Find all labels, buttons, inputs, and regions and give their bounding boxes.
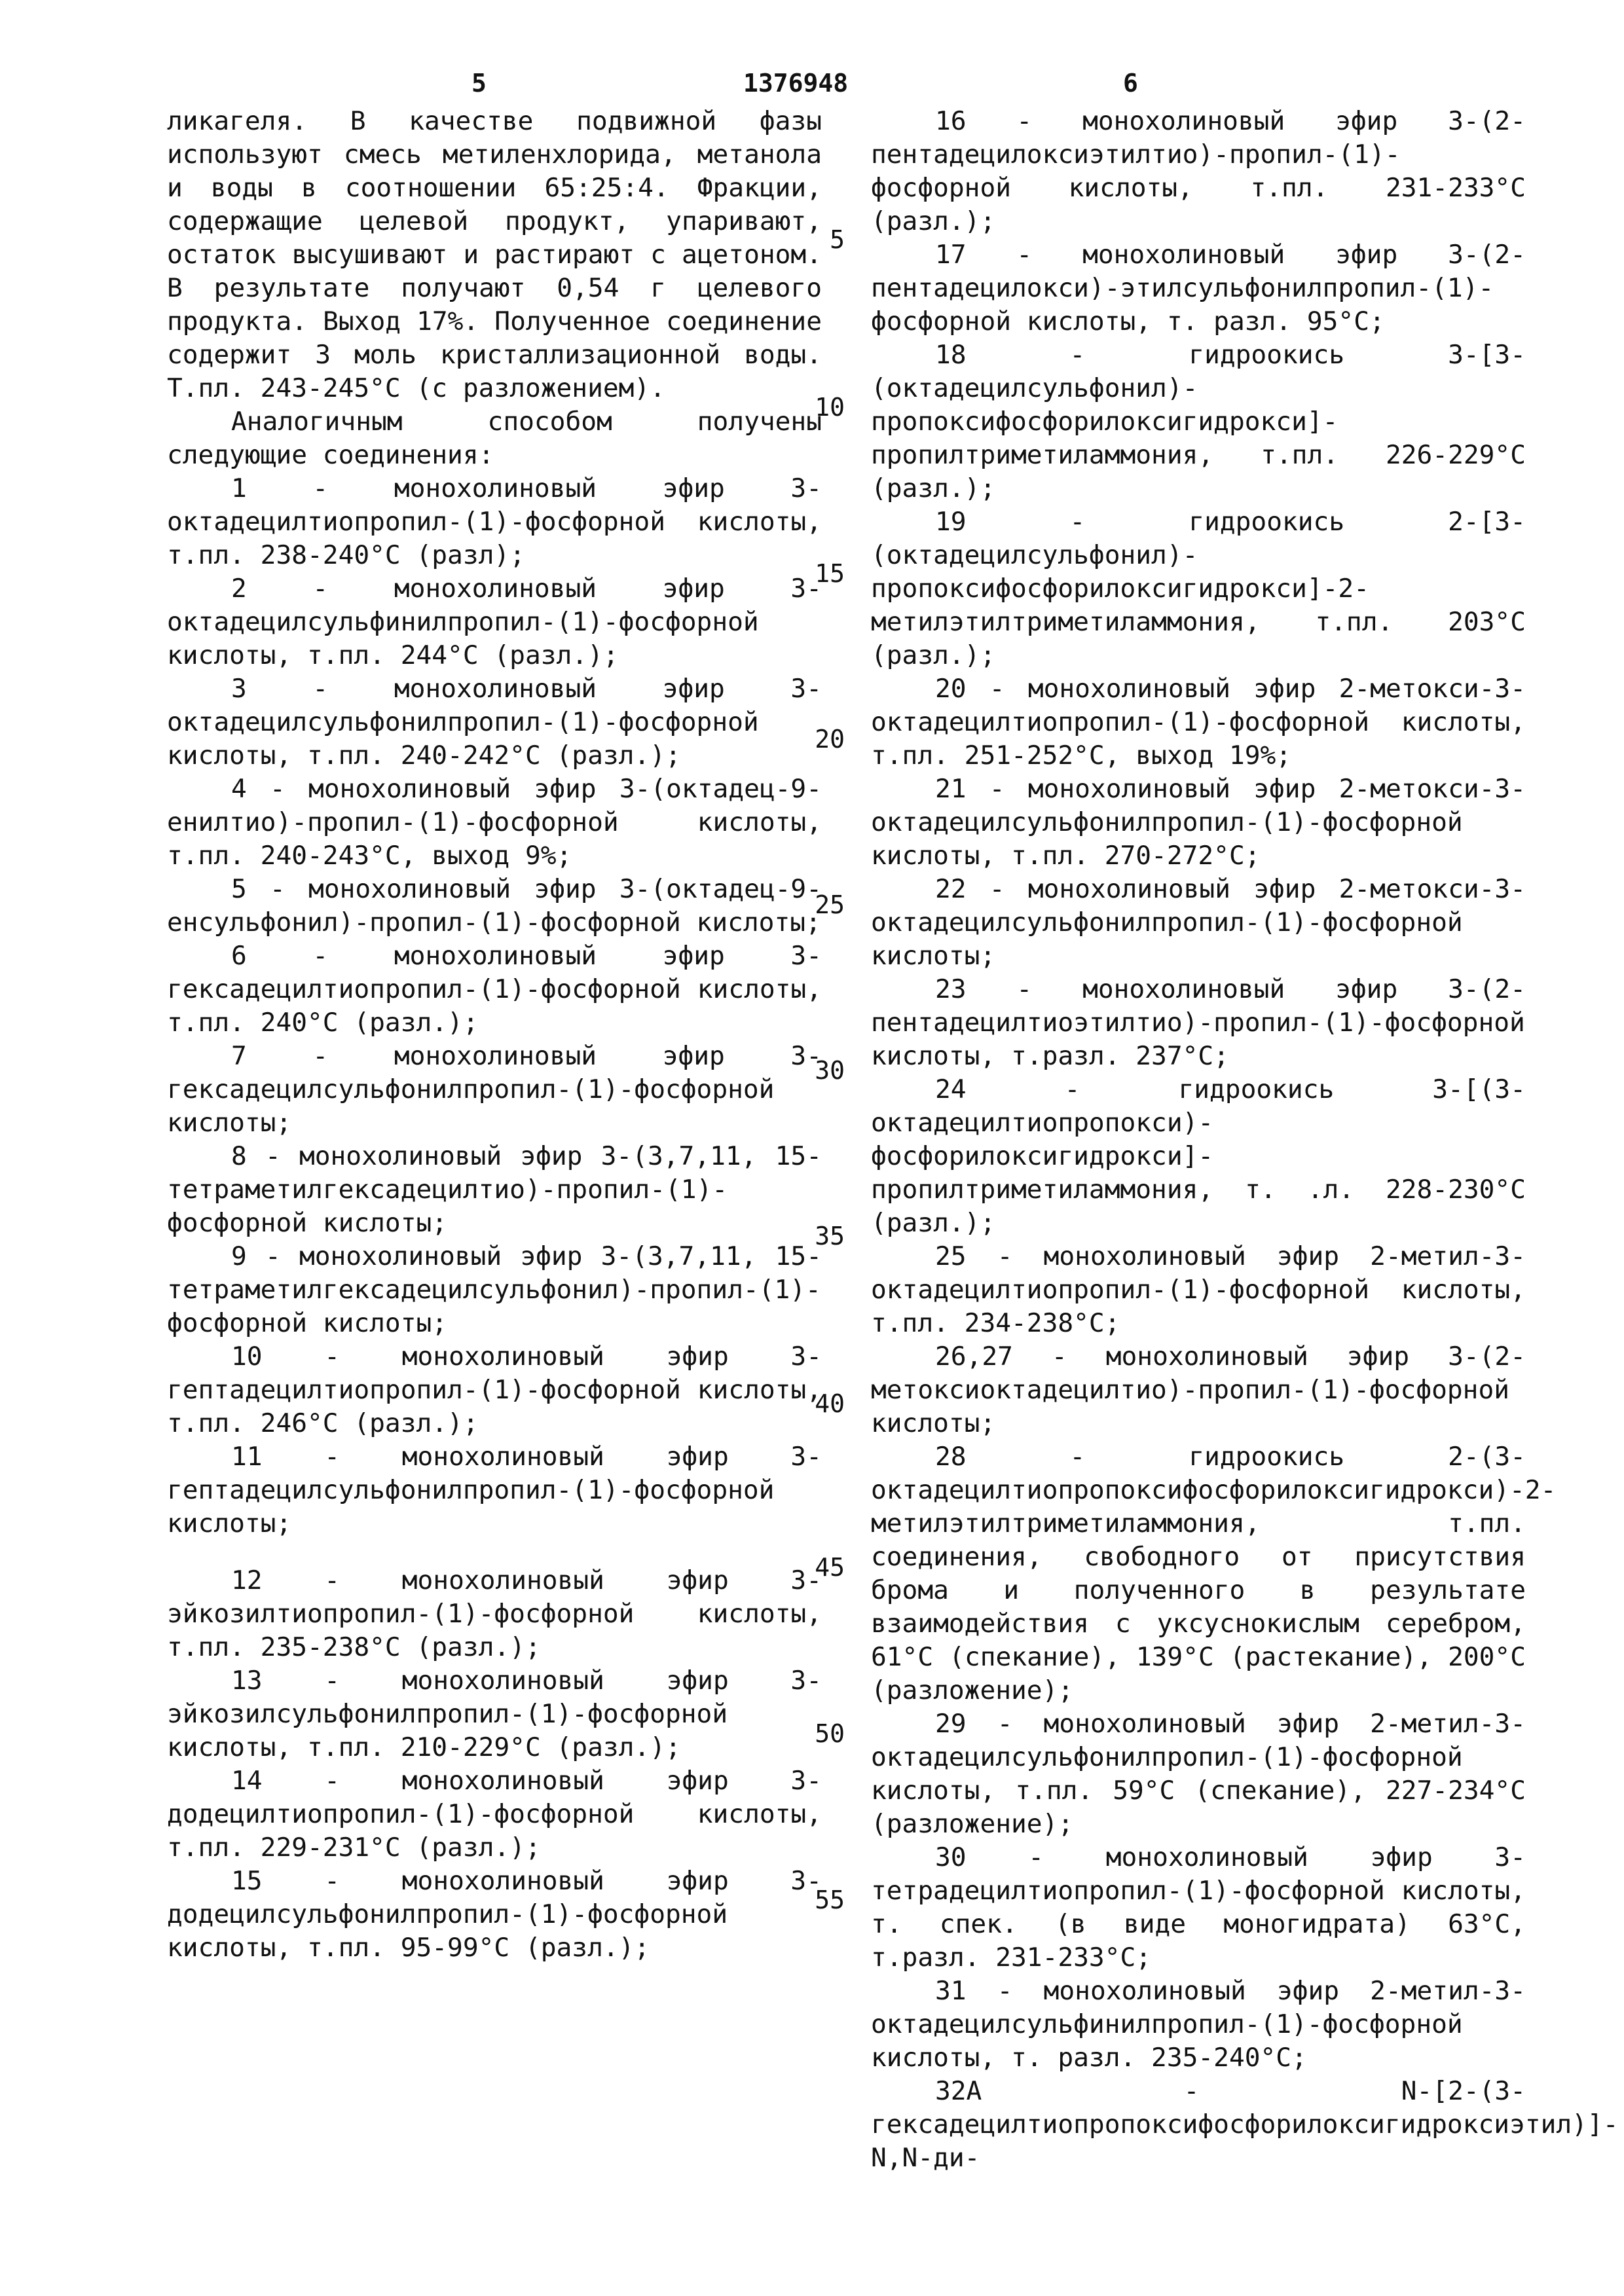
- compound-item: 30 - монохолиновый эфир 3-тетрадецилтиопропил-(1)-фосфорной кислоты, т. спек. (в виде моногидрата) 63°С, т.разл. 231-233°С;: [871, 1842, 1526, 1973]
- compound-item: 14 - монохолиновый эфир 3-додецилтиопропил-(1)-фосфорной кислоты, т.пл. 229-231°С (разл.);: [167, 1766, 822, 1863]
- compound-item: 5 - монохолиновый эфир 3-(октадец-9-енсульфонил)-пропил-(1)-фосфорной кислоты;: [167, 874, 822, 938]
- compound-item: 21 - монохолиновый эфир 2-метокси-3-октадецилсульфонилпропил-(1)-фосфорной кислоты, т.пл. 270-272°С;: [871, 774, 1526, 871]
- line-number: 40: [815, 1389, 845, 1418]
- compound-item: 26,27 - монохолиновый эфир 3-(2-метоксиоктадецилтио)-пропил-(1)-фосфорной кислоты;: [871, 1341, 1526, 1438]
- line-number: 10: [815, 393, 845, 422]
- line-number: 35: [815, 1222, 845, 1250]
- patent-number: 1376948: [743, 69, 849, 98]
- compound-item: 1 - монохолиновый эфир 3-октадецилтиопропил-(1)-фосфорной кислоты, т.пл. 238-240°С (разл);: [167, 473, 822, 570]
- compound-item: 22 - монохолиновый эфир 2-метокси-3-октадецилсульфонилпропил-(1)-фосфорной кислоты;: [871, 874, 1526, 971]
- compound-item: 13 - монохолиновый эфир 3-эйкозилсульфонилпропил-(1)-фосфорной кислоты, т.пл. 210-229°С (разл.);: [167, 1666, 822, 1762]
- right-column: [871, 105, 1619, 2175]
- compound-item: 6 - монохолиновый эфир 3-гексадецилтиопропил-(1)-фосфорной кислоты, т.пл. 240°С (разл.);: [167, 941, 822, 1038]
- line-number: 45: [815, 1553, 845, 1582]
- compound-item: 15 - монохолиновый эфир 3-додецилсульфонилпропил-(1)-фосфорной кислоты, т.пл. 95-99°С (разл.);: [167, 1866, 822, 1963]
- left-column: [167, 105, 822, 1965]
- right-page-number: 6: [1123, 69, 1138, 98]
- paragraph-similar: Аналогичным способом получены следующие соединения:: [167, 407, 822, 470]
- line-number: 20: [815, 725, 845, 754]
- line-number: 25: [815, 890, 845, 919]
- compound-item: 32А - N-[2-(3-гексадецилтиопропоксифосфорилоксигидроксиэтил)]-N,N-ди-: [871, 2076, 1619, 2173]
- compound-item: 28 - гидроокись 2-(3-октадецилтиопропоксифосфорилоксигидрокси)-2-метилэтилтриметиламмония, т.пл. соединения, свободного от присутствия брома и полученного в результате взаимодействия с уксуснокислым серебром, 61°С (спекание), 139°С (растекание), 200°С (разложение);: [871, 1442, 1557, 1705]
- compound-item: 4 - монохолиновый эфир 3-(октадец-9-енилтио)-пропил-(1)-фосфорной кислоты, т.пл. 240-243°С, выход 9%;: [167, 774, 822, 871]
- line-number: 15: [815, 559, 845, 588]
- compound-item: 8 - монохолиновый эфир 3-(3,7,11, 15-тетраметилгексадецилтио)-пропил-(1)-фосфорной кислоты;: [167, 1141, 822, 1238]
- compound-item: 29 - монохолиновый эфир 2-метил-3-октадецилсульфонилпропил-(1)-фосфорной кислоты, т.пл. 59°С (спекание), 227-234°С (разложение);: [871, 1709, 1526, 1839]
- compound-item: 25 - монохолиновый эфир 2-метил-3-октадецилтиопропил-(1)-фосфорной кислоты, т.пл. 234-238°С;: [871, 1241, 1526, 1338]
- compound-item: 16 - монохолиновый эфир 3-(2-пентадецилоксиэтилтио)-пропил-(1)-фосфорной кислоты, т.пл. 231-233°С (разл.);: [871, 106, 1526, 236]
- compound-item: 20 - монохолиновый эфир 2-метокси-3-октадецилтиопропил-(1)-фосфорной кислоты, т.пл. 251-252°С, выход 19%;: [871, 674, 1526, 771]
- compound-item: 31 - монохолиновый эфир 2-метил-3-октадецилсульфинилпропил-(1)-фосфорной кислоты, т. разл. 235-240°С;: [871, 1976, 1526, 2073]
- compound-item: 11 - монохолиновый эфир 3-гептадецилсульфонилпропил-(1)-фосфорной кислоты;: [167, 1442, 822, 1539]
- line-number: 30: [815, 1056, 845, 1085]
- compound-item: 3 - монохолиновый эфир 3-октадецилсульфонилпропил-(1)-фосфорной кислоты, т.пл. 240-242°С (разл.);: [167, 674, 822, 771]
- compound-item: 17 - монохолиновый эфир 3-(2-пентадецилокси)-этилсульфонилпропил-(1)-фосфорной кислоты, т. разл. 95°С;: [871, 240, 1526, 337]
- left-page-number: 5: [471, 69, 487, 98]
- compound-item: 9 - монохолиновый эфир 3-(3,7,11, 15-тетраметилгексадецилсульфонил)-пропил-(1)-фосфорной кислоты;: [167, 1241, 822, 1338]
- compound-item: 7 - монохолиновый эфир 3-гексадецилсульфонилпропил-(1)-фосфорной кислоты;: [167, 1041, 822, 1138]
- compound-item: 23 - монохолиновый эфир 3-(2-пентадецилтиоэтилтио)-пропил-(1)-фосфорной кислоты, т.разл. 237°С;: [871, 974, 1526, 1071]
- line-number: 5: [830, 225, 845, 254]
- compound-item: 19 - гидроокись 2-[3-(октадецилсульфонил)-пропоксифосфорилоксигидрокси]-2-метилэтилтриметиламмония, т.пл. 203°С (разл.);: [871, 507, 1526, 670]
- compound-item: 2 - монохолиновый эфир 3-октадецилсульфинилпропил-(1)-фосфорной кислоты, т.пл. 244°С (разл.);: [167, 574, 822, 670]
- paragraph-intro: ликагеля. В качестве подвижной фазы используют смесь метиленхлорида, метанола и воды в соотношении 65:25:4. Фракции, содержащие целевой продукт, упаривают, остаток высушивают и растирают с ацетоном. В результате получают 0,54 г целевого продукта. Выход 17%. Полученное соединение содержит 3 моль кристаллизационной воды. Т.пл. 243-245°С (с разложением).: [167, 106, 822, 403]
- compound-item: 10 - монохолиновый эфир 3-гептадецилтиопропил-(1)-фосфорной кислоты, т.пл. 246°С (разл.);: [167, 1341, 822, 1438]
- line-number: 55: [815, 1886, 845, 1914]
- compound-item: 18 - гидроокись 3-[3-(октадецилсульфонил)-пропоксифосфорилоксигидрокси]-пропилтриметиламмония, т.пл. 226-229°С (разл.);: [871, 340, 1526, 503]
- line-number: 50: [815, 1719, 845, 1748]
- compound-item: 12 - монохолиновый эфир 3-эйкозилтиопропил-(1)-фосфорной кислоты, т.пл. 235-238°С (разл.);: [167, 1565, 822, 1662]
- compound-item: 24 - гидроокись 3-[(3-октадецилтиопропокси)-фосфорилоксигидрокси]-пропилтриметиламмония, т. .л. 228-230°С (разл.);: [871, 1074, 1526, 1238]
